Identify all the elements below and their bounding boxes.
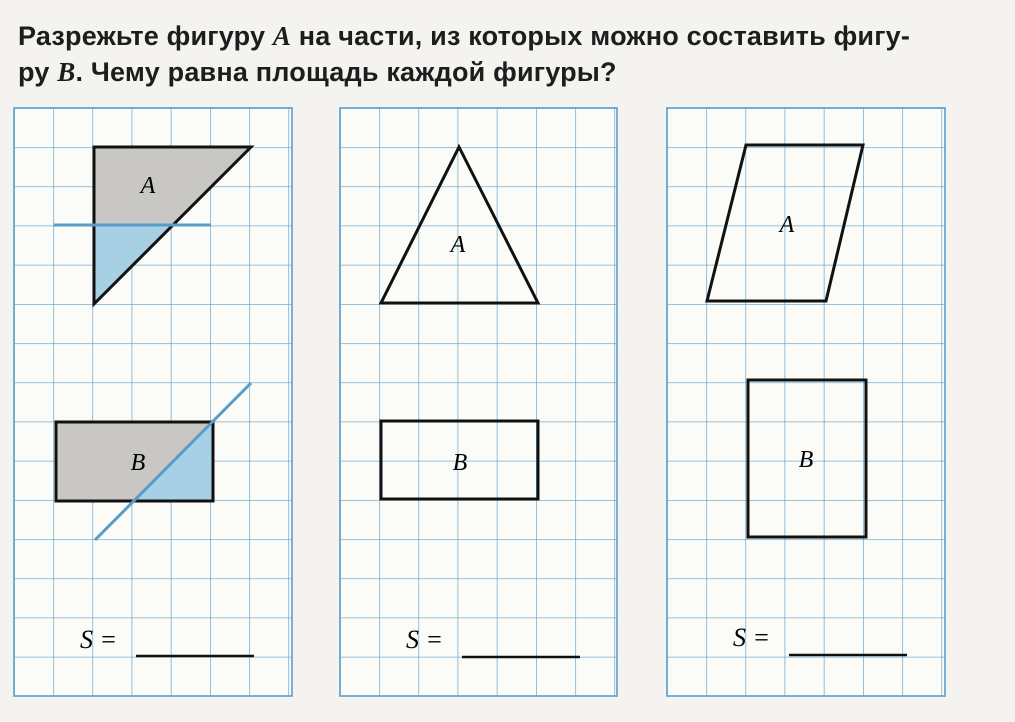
grid-panel-1 [14, 108, 292, 696]
figure-b-label: B [130, 450, 146, 476]
grid-lines [340, 108, 617, 696]
figure-b-ref: B [57, 57, 76, 87]
figure-b-label: B [452, 450, 468, 476]
area-label: S = [733, 623, 771, 652]
figure-b-label: B [798, 447, 814, 473]
figure-a-label: A [450, 232, 466, 258]
area-label: S = [80, 625, 118, 654]
figure-a-ref: A [272, 21, 292, 51]
grid-panel-3 [667, 108, 945, 696]
area-label: S = [406, 625, 444, 654]
grid-lines [667, 108, 945, 696]
figure-a-label: A [779, 212, 795, 238]
task-line-2: ру B. Чему равна площадь каждой фигуры? [18, 57, 617, 87]
task-line-1: Разрежьте фигуру A на части, из которых можно составить фигу- [18, 21, 911, 51]
grid-panel-2 [340, 108, 617, 696]
figure-a-label: A [140, 173, 156, 199]
